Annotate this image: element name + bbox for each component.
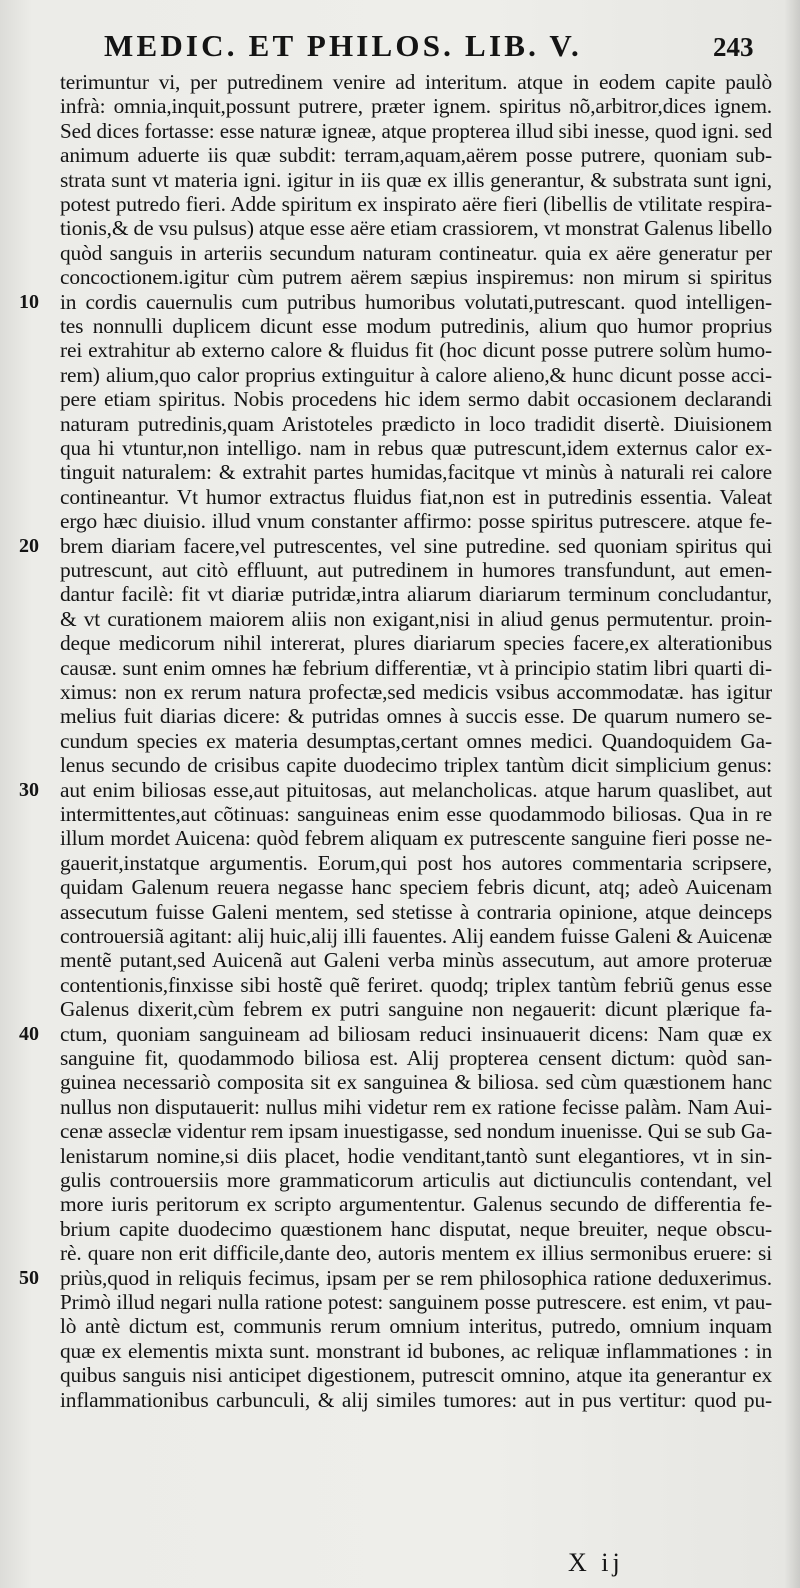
page-edge-shadow xyxy=(784,0,800,1588)
text-line xyxy=(0,290,800,314)
line-text: causæ. sunt enim omnes hæ febrium differentiæ, vt à principio statim libri quarti di- xyxy=(60,655,772,680)
line-text: lenus secundo de crisibus capite duodecimo triplex tantùm dicit simplicium genus: xyxy=(60,753,772,778)
text-line xyxy=(0,1144,800,1168)
text-line xyxy=(0,1192,800,1216)
line-text: animum aduerte iis quæ subdit: terram,aquam,aërem posse putrere, quoniam sub- xyxy=(60,143,772,168)
text-line xyxy=(0,1046,800,1070)
line-text: pere etiam spiritus. Nobis procedens hic idem sermo dabit occasionem declarandi xyxy=(60,387,772,412)
text-line xyxy=(0,70,800,94)
text-line xyxy=(0,387,800,411)
text-line xyxy=(0,924,800,948)
text-line xyxy=(0,314,800,338)
text-line xyxy=(0,1217,800,1241)
text-line xyxy=(0,1266,800,1290)
text-line xyxy=(0,802,800,826)
text-line xyxy=(0,1363,800,1387)
text-line xyxy=(0,509,800,533)
line-text: tinguit naturalem: & extrahit partes humidas,facitque vt minùs à naturali rei calore xyxy=(60,460,772,485)
line-text: nullus non disputauerit: nullus mihi videtur rem ex ratione fecisse palàm. Nam Aui- xyxy=(60,1094,772,1119)
line-text: qua hi vtuntur,non intelligo. nam in rebus quæ putrescunt,idem externus calor ex- xyxy=(60,436,772,460)
line-text: ergo hæc diuisio. illud vnum constanter affirmo: posse spiritus putrescere. atque fe- xyxy=(60,509,772,534)
line-text: gauerit,instatque argumentis. Eorum,qui post hos autores commentaria scripsere, xyxy=(60,850,772,875)
text-line xyxy=(0,192,800,216)
line-text: aut enim biliosas esse,aut pituitosas, aut melancholicas. atque harum quaslibet, aut xyxy=(60,777,772,802)
line-text: cundum species ex materia desumptas,certant omnes medici. Quandoquidem Ga- xyxy=(60,728,772,753)
line-text: Primò illud negari nulla ratione potest: sanguinem posse putrescere. est enim, vt pau- xyxy=(60,1290,772,1314)
text-line xyxy=(0,631,800,655)
text-line xyxy=(0,1022,800,1046)
line-text: naturam putredinis,quam Aristoteles prædicto in loco tradidit disertè. Diuisionem xyxy=(60,411,772,436)
line-text: in cordis cauernulis cum putribus humoribus volutati,putrescant. quod intelligen- xyxy=(60,289,772,314)
page-header xyxy=(0,22,800,68)
text-line xyxy=(0,900,800,924)
line-text: rei extrahitur ab externo calore & fluidus fit (hoc dicunt posse putrere solùm humo- xyxy=(60,338,772,363)
line-text: lenistarum nomine,si diis placet, hodie venditant,tantò sunt elegantiores, vt in sin- xyxy=(60,1143,772,1168)
text-line xyxy=(0,1314,800,1338)
line-text: brem diariam facere,vel putrescentes, vel sine putredine. sed quoniam spiritus qui xyxy=(60,533,772,558)
text-line xyxy=(0,241,800,265)
text-line xyxy=(0,460,800,484)
text-line xyxy=(0,338,800,362)
line-text: intermittentes,aut cõtinuas: sanguineas enim esse quodammodo biliosas. Qua in re xyxy=(60,802,772,826)
line-text: quæ ex elementis mixta sunt. monstrant id bubones, ac reliquæ inflammationes : in xyxy=(60,1338,772,1363)
line-text: potest putredo fieri. Adde spiritum ex inspirato aëre fieri (libellis de vtilitate respira- xyxy=(60,192,772,216)
text-line xyxy=(0,582,800,606)
line-text: ctum, quoniam sanguineam ad biliosam reduci insinuauerit dicens: Nam quæ ex xyxy=(60,1021,772,1046)
text-line xyxy=(0,778,800,802)
text-line xyxy=(0,436,800,460)
line-text: guinea necessariò composita sit ex sanguinea & biliosa. sed cùm quæstionem hanc xyxy=(60,1070,772,1095)
text-line xyxy=(0,1241,800,1265)
line-text: brium capite duodecimo quæstionem hanc disputat, neque breuiter, neque obscu- xyxy=(60,1216,772,1241)
line-number: 40 xyxy=(19,1022,39,1045)
text-line xyxy=(0,94,800,118)
line-text: priùs,quod in reliquis fecimus, ipsam per se rem philosophica ratione deduxerimus. xyxy=(60,1265,772,1290)
line-text: concoctionem.igitur cùm putrem aërem sæpius inspiremus: non mirum si spiritus xyxy=(60,265,772,290)
text-line xyxy=(0,485,800,509)
text-line xyxy=(0,997,800,1021)
text-line xyxy=(0,1339,800,1363)
line-text: contineantur. Vt humor extractus fluidus fiat,non est in putredinis essentia. Valeat xyxy=(60,484,772,509)
line-text: quidam Galenum reuera negasse hanc speciem febris dicunt, atq; adeò Auicenam xyxy=(60,875,772,900)
text-line xyxy=(0,851,800,875)
line-text: assecutum fuisse Galeni mentem, sed stetisse à contraria opinione, atque deinceps xyxy=(60,899,772,924)
line-text: lò antè dictum est, communis rerum omnium interitus, putredo, omnium inquam xyxy=(60,1314,772,1339)
text-line xyxy=(0,948,800,972)
text-line xyxy=(0,1070,800,1094)
text-line xyxy=(0,1388,800,1412)
line-number: 10 xyxy=(19,290,39,313)
text-line xyxy=(0,656,800,680)
line-text: rem) alium,quo calor proprius extinguitur à calore alieno,& hunc dicunt posse acci- xyxy=(60,362,772,387)
line-number: 50 xyxy=(19,1266,39,1289)
line-text: gulis controuersiis more grammaticorum articulis aut dictiunculis contendant, vel xyxy=(60,1168,772,1192)
text-line xyxy=(0,1095,800,1119)
text-line xyxy=(0,534,800,558)
line-text: more iuris peritorum ex scripto argumententur. Galenus secundo de differentia fe- xyxy=(60,1192,772,1217)
text-line xyxy=(0,729,800,753)
line-text: tes nonnulli duplicem dicunt esse modum putredinis, alium quo humor proprius xyxy=(60,314,772,338)
page-number: 243 xyxy=(713,32,754,62)
line-text: deque medicorum nihil intererat, plures diariarum species facere,ex alterationibus xyxy=(60,631,772,656)
line-number: 20 xyxy=(19,534,39,557)
line-text: mentẽ putant,sed Auicenã aut Galeni verba minùs assecutum, aut amore proteruæ xyxy=(60,948,772,973)
line-text: contentionis,finxisse sibi hostẽ quẽ feriret. quodq; triplex tantùm febriũ genus esse xyxy=(60,972,772,997)
text-line xyxy=(0,216,800,240)
text-line xyxy=(0,412,800,436)
line-text: cenæ asseclæ videntur rem ipsam inuestigasse, sed nondum inuenisse. Qui se sub Ga- xyxy=(60,1119,772,1144)
line-text: quòd sanguis in arteriis secundum naturam contineatur. quia ex aëre generatur per xyxy=(60,240,772,265)
text-line xyxy=(0,558,800,582)
line-text: terimuntur vi, per putredinem venire ad interitum. atque in eodem capite paulò xyxy=(60,70,772,94)
text-line xyxy=(0,607,800,631)
line-text: strata sunt vt materia igni. igitur in iis quæ ex illis generantur, & substrata sunt igni, xyxy=(60,167,772,192)
line-text: ximus: non ex rerum natura profectæ,sed medicis vsibus accommodatæ. has igitur xyxy=(60,680,772,704)
line-text: Galenus dixerit,cùm febrem ex putri sanguine non negauerit: dicunt plærique fa- xyxy=(60,997,772,1022)
text-line xyxy=(0,265,800,289)
signature-mark: X ij xyxy=(568,1548,624,1577)
line-text: controuersiã agitant: alij huic,alij illi fauentes. Alij eandem fuisse Galeni & Auicenæ xyxy=(60,924,772,948)
line-text: & vt curationem maiorem aliis non exigant,nisi in aliud genus permutentur. proin- xyxy=(60,606,772,631)
text-line xyxy=(0,680,800,704)
line-text: rè. quare non erit difficile,dante deo, autoris mentem ex illius sermonibus eruere: si xyxy=(60,1241,772,1266)
text-line xyxy=(0,1290,800,1314)
text-line xyxy=(0,363,800,387)
line-text: inflammationibus carbunculi, & alij similes tumores: aut in pus vertitur: quod pu- xyxy=(60,1387,772,1412)
text-line xyxy=(0,168,800,192)
line-text: dantur facilè: fit vt diariæ putridæ,intra aliarum diariarum terminum concludantur, xyxy=(60,582,772,607)
line-text: Sed dices fortasse: esse naturæ igneæ, atque propterea illud sibi inesse, quod igni. sed xyxy=(60,118,772,143)
text-line xyxy=(0,826,800,850)
text-line xyxy=(0,1119,800,1143)
text-line xyxy=(0,753,800,777)
line-text: tionis,& de vsu pulsus) atque esse aëre etiam crassiorem, vt monstrat Galenus libello xyxy=(60,216,772,241)
text-line xyxy=(0,875,800,899)
line-text: melius fuit diarias dicere: & putridas omnes à succis esse. De quarum numero se- xyxy=(60,704,772,729)
line-text: putrescunt, aut citò effluunt, aut putredinem in humores transfundunt, aut emen- xyxy=(60,558,772,582)
text-line xyxy=(0,973,800,997)
line-text: illum mordet Auicena: quòd febrem aliquam ex putrescente sanguine fieri posse ne- xyxy=(60,826,772,851)
line-text: sanguine fit, quodammodo biliosa est. Alij propterea censent dictum: quòd san- xyxy=(60,1046,772,1070)
line-number: 30 xyxy=(19,778,39,801)
line-text: quibus sanguis nisi anticipet digestionem, putrescit omnino, atque ita generantur ex xyxy=(60,1363,772,1388)
text-line xyxy=(0,143,800,167)
running-head: MEDIC. ET PHILOS. LIB. V. xyxy=(104,28,582,63)
text-line xyxy=(0,1168,800,1192)
text-line xyxy=(0,704,800,728)
line-text: infrà: omnia,inquit,possunt putrere, præter ignem. spiritus nõ,arbitror,dices ignem. xyxy=(60,94,772,119)
text-line xyxy=(0,119,800,143)
